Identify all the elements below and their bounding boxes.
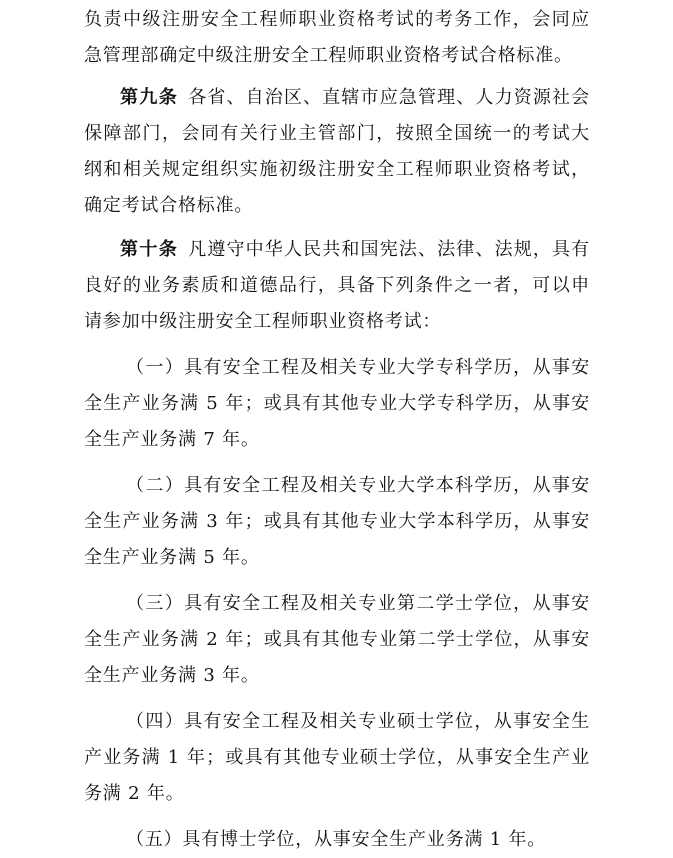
condition-item-5: （五）具有博士学位，从事安全生产业务满 1 年。: [126, 829, 547, 850]
condition-item-2: （二）具有安全工程及相关专业大学本科学历，从事安全生产业务满 3 年；或具有其他专业大学本科学历，从事安全生产业务满 5 年。: [84, 475, 590, 568]
article-10-paragraph: [84, 232, 590, 340]
condition-item-3: （三）具有安全工程及相关专业第二学士学位，从事安全生产业务满 2 年；或具有其他专业第二学士学位，从事安全生产业务满 3 年。: [84, 593, 590, 686]
article-10-spacer: [178, 239, 188, 260]
document-page: [84, 0, 590, 858]
paragraph-continued: 负责中级注册安全工程师职业资格考试的考务工作，会同应急管理部确定中级注册安全工程师职业资格考试合格标准。: [84, 9, 590, 66]
article-9-text: 各省、自治区、直辖市应急管理、人力资源社会保障部门，会同有关行业主管部门，按照全国统一的考试大纲和相关规定组织实施初级注册安全工程师职业资格考试，确定考试合格标准。: [84, 87, 590, 216]
condition-item-1: （一）具有安全工程及相关专业大学专科学历，从事安全生产业务满 5 年；或具有其他专业大学专科学历，从事安全生产业务满 7 年。: [84, 357, 590, 450]
condition-item-4: （四）具有安全工程及相关专业硕士学位，从事安全生产业务满 1 年；或具有其他专业硕士学位，从事安全生产业务满 2 年。: [84, 711, 590, 804]
article-9-spacer: [178, 87, 188, 108]
article-10-label: 第十条: [120, 239, 179, 260]
article-10-text: 凡遵守中华人民共和国宪法、法律、法规，具有良好的业务素质和道德品行，具备下列条件之一者，可以申请参加中级注册安全工程师职业资格考试：: [84, 239, 590, 332]
article-9-label: 第九条: [120, 87, 179, 108]
article-9-paragraph: [84, 80, 590, 224]
